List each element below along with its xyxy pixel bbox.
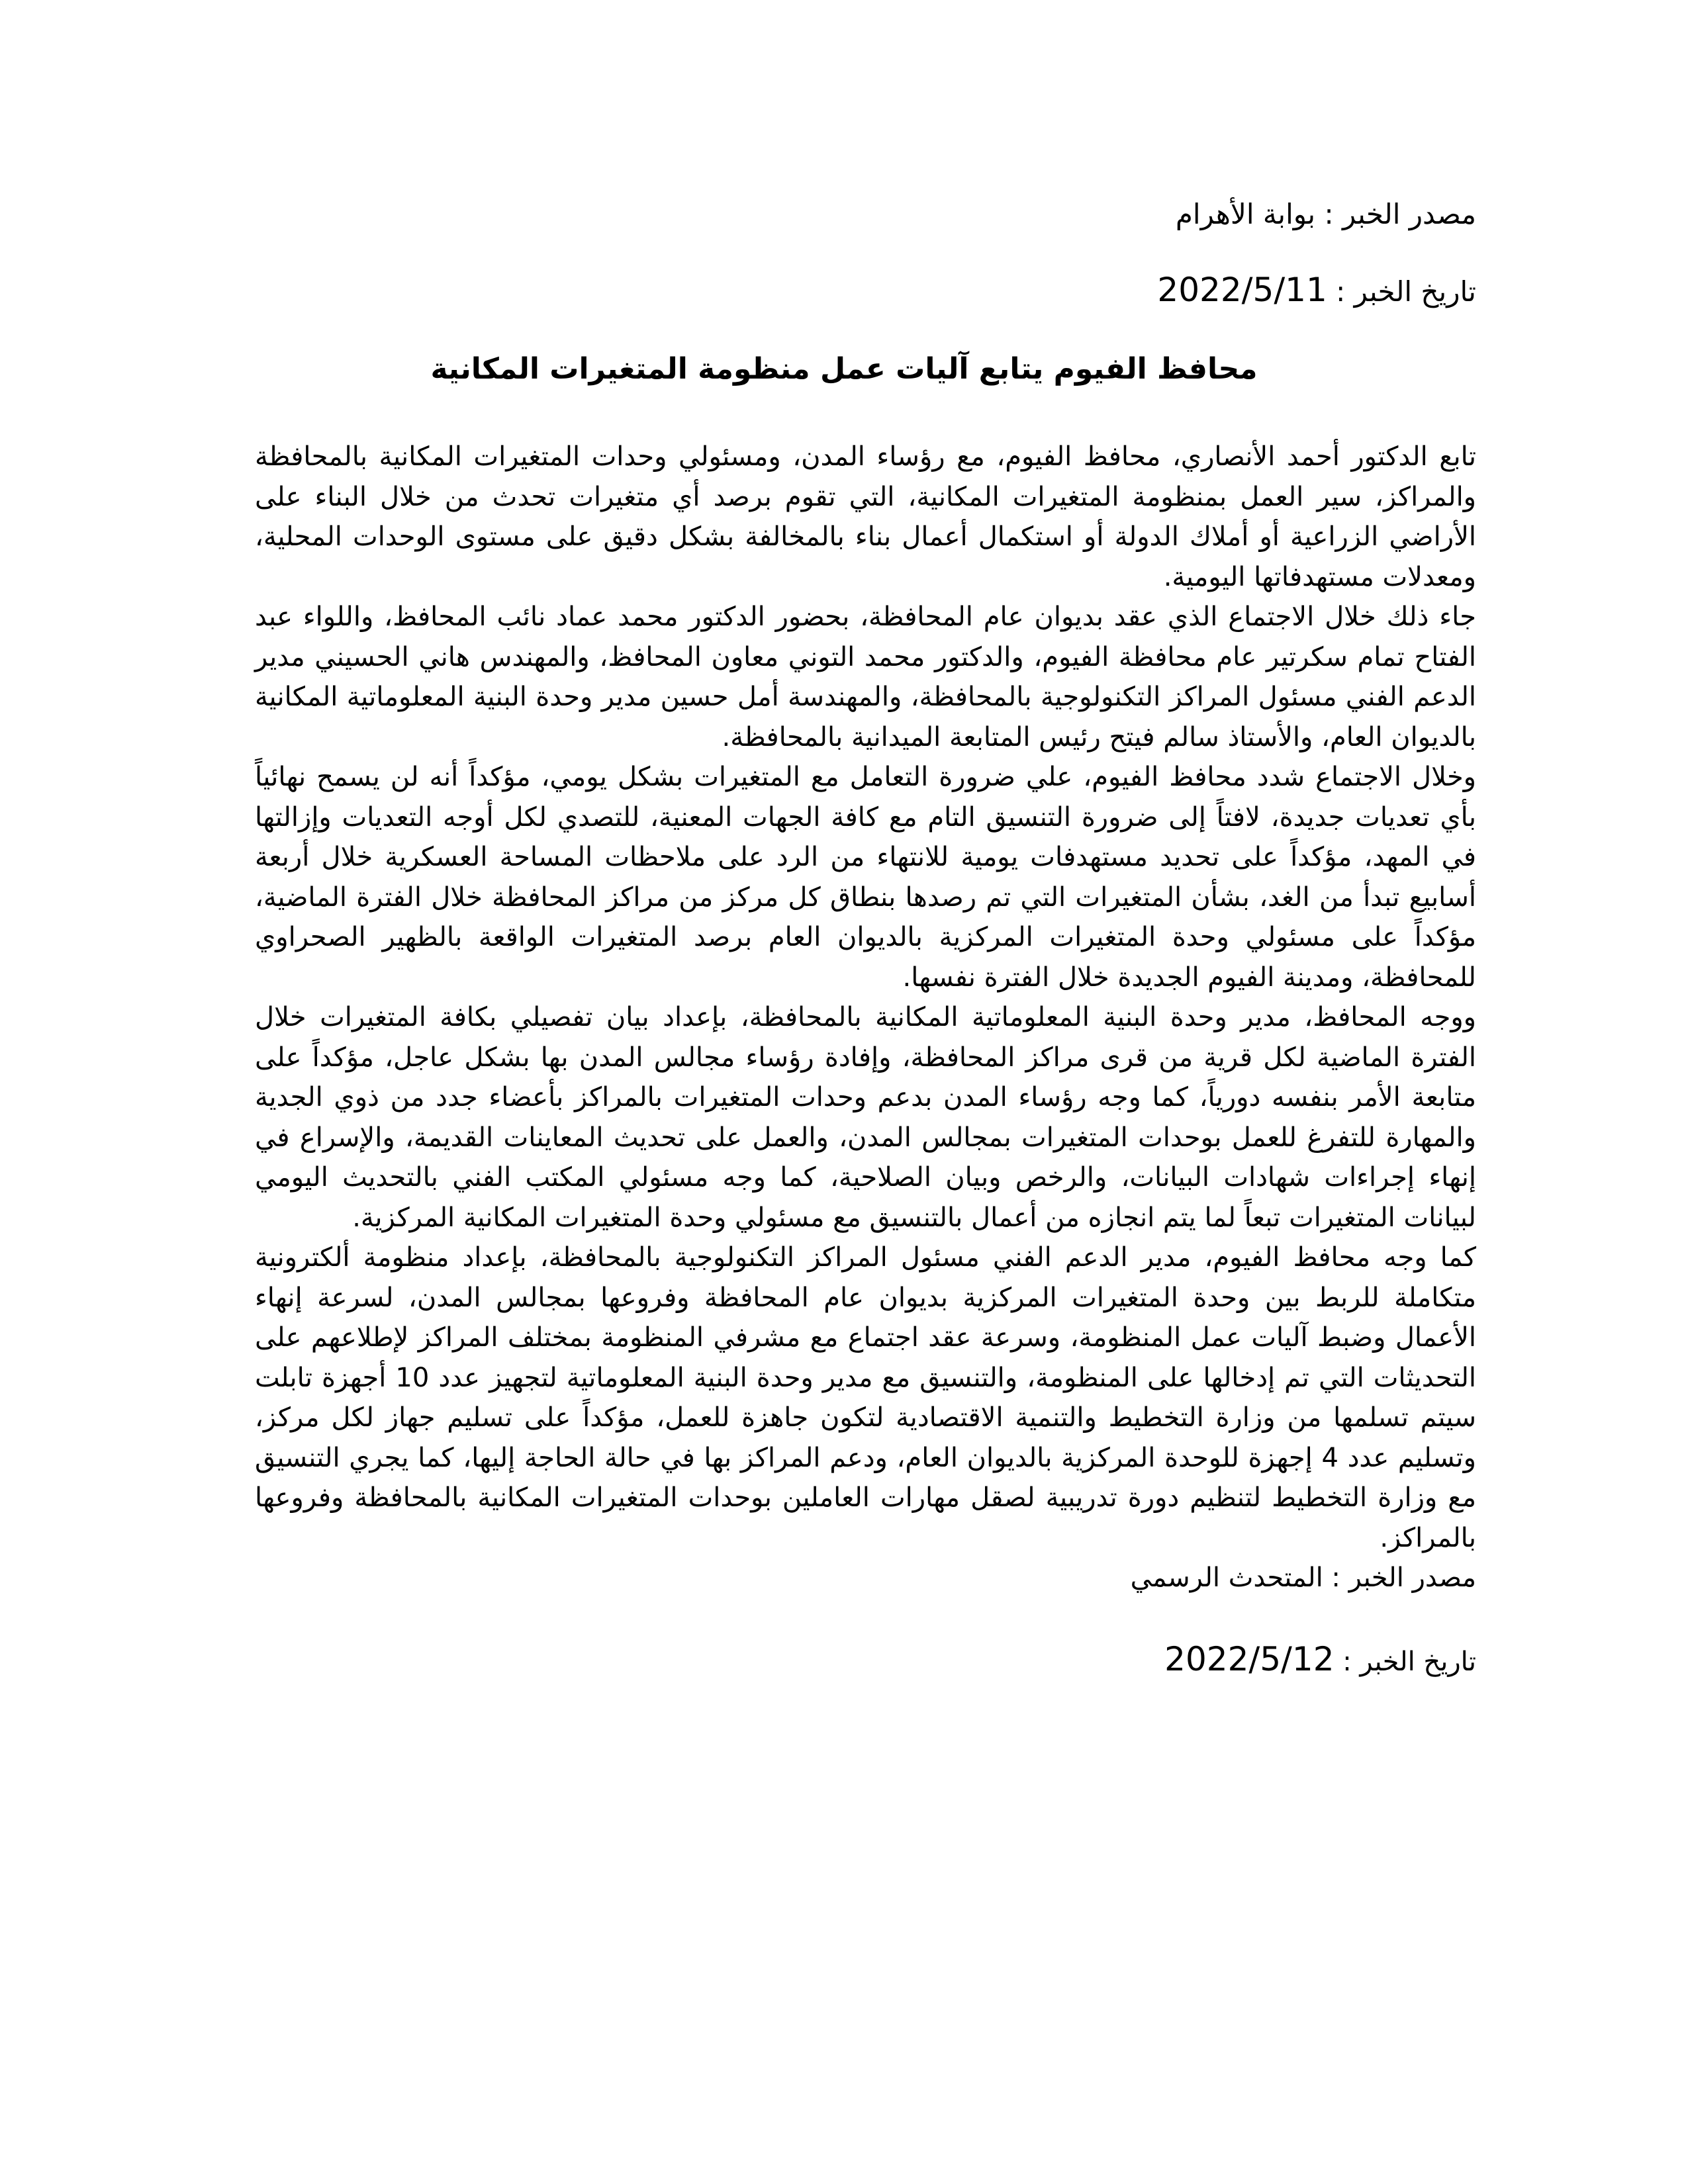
news-date-value: 2022/5/11 xyxy=(1157,271,1327,309)
article-title: محافظ الفيوم يتابع آليات عمل منظومة المتغيرات المكانية xyxy=(430,352,1258,386)
news-source-text: مصدر الخبر : بوابة الأهرام xyxy=(1175,198,1476,230)
article-paragraph: جاء ذلك خلال الاجتماع الذي عقد بديوان عام المحافظة، بحضور الدكتور محمد عماد نائب المحافظ، واللواء عبد الفتاح تمام سكرتير عام محافظة الفيوم، والدكتور محمد التوني معاون المحافظ، والمهندس هاني الحسيني مدير الدعم الفني مسئول المراكز التكنولوجية بالمحافظة، والمهندسة أمل حسين مدير وحدة البنية المعلوماتية المكانية بالديوان العام، والأستاذ سالم فيتح رئيس المتابعة الميدانية بالمحافظة. xyxy=(255,602,1476,752)
article-paragraph: كما وجه محافظ الفيوم، مدير الدعم الفني مسئول المراكز التكنولوجية بالمحافظة، بإعداد منظومة ألكترونية متكاملة للربط بين وحدة المتغيرات المركزية بديوان عام المحافظة وفروعها بمجالس المدن، لسرعة إنهاء الأعمال وضبط آليات عمل المنظومة، وسرعة عقد اجتماع مع مشرفي المنظومة بمختلف المراكز لإطلاعهم على التحديثات التي تم إدخالها على المنظومة، والتنسيق مع مدير وحدة البنية المعلوماتية لتجهيز عدد 10 أجهزة تابلت سيتم تسلمها من وزارة التخطيط والتنمية الاقتصادية لتكون جاهزة للعمل، مؤكداً على تسليم جهاز لكل مركز، وتسليم عدد 4 إجهزة للوحدة المركزية بالديوان العام، ودعم المراكز بها في حالة الحاجة إليها، كما يجري التنسيق مع وزارة التخطيط لتنظيم دورة تدريبية لصقل مهارات العاملين بوحدات المتغيرات المكانية بالمحافظة وفروعها بالمراكز. xyxy=(255,1242,1476,1553)
second-source-line xyxy=(255,1558,1476,1598)
article-paragraph: ووجه المحافظ، مدير وحدة البنية المعلوماتية المكانية بالمحافظة، بإعداد بيان تفصيلي بكافة المتغيرات خلال الفترة الماضية لكل قرية من قرى مراكز المحافظة، وإفادة رؤساء مجالس المدن بها بشكل عاجل، مؤكداً على متابعة الأمر بنفسه دورياً، كما وجه رؤساء المدن بدعم وحدات المتغيرات بالمراكز بأعضاء جدد من ذوي الجدية والمهارة للتفرغ للعمل بوحدات المتغيرات بمجالس المدن، والعمل على تحديث المعاينات القديمة، والإسراع في إنهاء إجراءات شهادات البيانات، والرخص وبيان الصلاحية، كما وجه مسئولي المكتب الفني بالتحديث اليومي لبيانات المتغيرات تبعاً لما يتم انجازه من أعمال بالتنسيق مع مسئولي وحدة المتغيرات المكانية المركزية. xyxy=(255,1002,1476,1233)
news-date-line xyxy=(1157,271,1476,310)
second-source-text: مصدر الخبر : المتحدث الرسمي xyxy=(1130,1563,1476,1593)
article-paragraph: وخلال الاجتماع شدد محافظ الفيوم، علي ضرورة التعامل مع المتغيرات بشكل يومي، مؤكداً أنه لن يسمح نهائياً بأي تعديات جديدة، لافتاً إلى ضرورة التنسيق التام مع كافة الجهات المعنية، للتصدي لكل أوجه التعديات وإزالتها في المهد، مؤكداً على تحديد مستهدفات يومية للانتهاء من الرد على ملاحظات المساحة العسكرية خلال أربعة أسابيع تبدأ من الغد، بشأن المتغيرات التي تم رصدها بنطاق كل مركز من مراكز المحافظة خلال الفترة الماضية، مؤكداً على مسئولي وحدة المتغيرات المركزية بالديوان العام برصد المتغيرات الواقعة بالظهير الصحراوي للمحافظة، ومدينة الفيوم الجديدة خلال الفترة نفسها. xyxy=(255,762,1476,993)
article-body xyxy=(255,437,1476,1682)
article-paragraph: تابع الدكتور أحمد الأنصاري، محافظ الفيوم، مع رؤساء المدن، ومسئولي وحدات المتغيرات المكانية بالمحافظة والمراكز، سير العمل بمنظومة المتغيرات المكانية، التي تقوم برصد أي متغيرات تحدث من خلال البناء على الأراضي الزراعية أو أملاك الدولة أو استكمال أعمال بناء بالمخالفة بشكل دقيق على مستوى الوحدات المحلية، ومعدلات مستهدفاتها اليومية. xyxy=(255,441,1476,592)
news-source-line xyxy=(1176,196,1476,233)
second-date-value: 2022/5/12 xyxy=(1164,1639,1335,1678)
news-date-label: تاريخ الخبر : xyxy=(1327,275,1476,308)
second-date-line xyxy=(255,1639,1476,1682)
second-date-label: تاريخ الخبر : xyxy=(1334,1646,1476,1677)
